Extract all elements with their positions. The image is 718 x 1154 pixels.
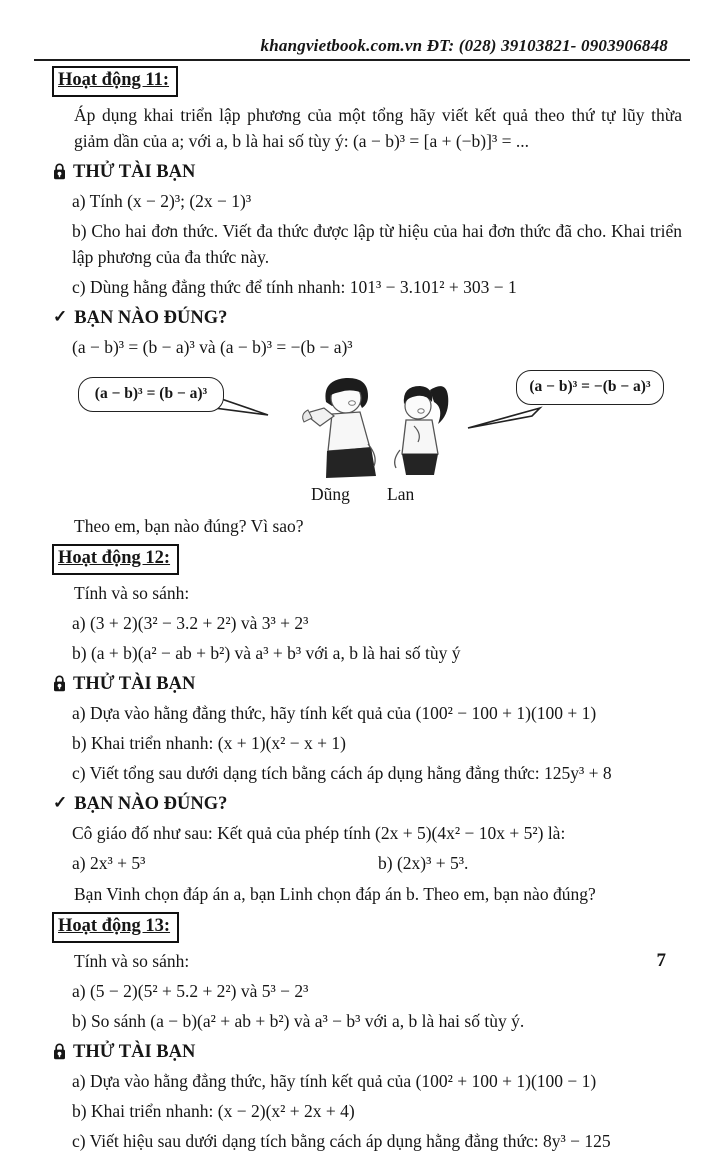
children-illustration	[0, 366, 718, 508]
try-your-skill-heading	[53, 160, 718, 184]
list-item: a) Dựa vào hằng đẳng thức, hãy tính kết quả của (100² + 100 + 1)(100 − 1)	[72, 1071, 597, 1092]
activity-13-intro: Tính và so sánh:	[74, 951, 190, 972]
activity-11-intro: Áp dụng khai triển lập phương của một tổng hãy viết kết quả theo thứ tự lũy thừa giảm dần của a; với a, b là hai số tùy ý: (a − b)³ = [a + (−b)]³ = ...	[74, 105, 682, 152]
boy-name-label: Dũng	[311, 484, 350, 505]
list-item: a) Tính (x − 2)³; (2x − 1)³	[72, 191, 252, 212]
try-your-skill-heading	[53, 672, 718, 696]
lock-icon	[53, 163, 66, 180]
activity-12-intro: Tính và so sánh:	[74, 583, 190, 604]
check-icon: ✓	[53, 793, 68, 813]
try-your-skill-heading	[53, 1040, 718, 1064]
children-drawing	[296, 374, 464, 486]
list-item: a) (3 + 2)(3² − 3.2 + 2²) và 3³ + 2³	[72, 613, 309, 634]
page-header: khangvietbook.com.vn ĐT: (028) 39103821- 0903906848	[260, 36, 668, 55]
option-b: b) (2x)³ + 5³.	[378, 853, 469, 874]
list-item: b) (a + b)(a² − ab + b²) và a³ + b³ với a, b là hai số tùy ý	[72, 643, 461, 664]
who-is-right-label: BẠN NÀO ĐÚNG?	[74, 794, 228, 815]
list-item: b) Cho hai đơn thức. Viết đa thức được lập từ hiệu của hai đơn thức đã cho. Khai triển lập phương của đa thức này.	[72, 221, 682, 268]
who-question: Theo em, bạn nào đúng? Vì sao?	[74, 516, 304, 537]
page-number: 7	[656, 950, 666, 971]
list-item: b) So sánh (a − b)(a² + ab + b²) và a³ − b³ với a, b là hai số tùy ý.	[72, 1011, 525, 1032]
try-your-skill-label: THỬ TÀI BẠN	[73, 674, 196, 695]
activity-12-title: Hoạt động 12:	[52, 544, 179, 575]
lock-icon	[53, 1043, 66, 1060]
list-item: a) (5 − 2)(5² + 5.2 + 2²) và 5³ − 2³	[72, 981, 309, 1002]
who-is-right-label: BẠN NÀO ĐÚNG?	[74, 308, 228, 329]
who-statement: (a − b)³ = (b − a)³ và (a − b)³ = −(b − a)³	[72, 337, 353, 358]
speech-bubble-boy: (a − b)³ = (b − a)³	[78, 377, 224, 412]
try-your-skill-label: THỬ TÀI BẠN	[73, 1042, 196, 1063]
answer-options-row	[72, 850, 682, 876]
list-item: b) Khai triển nhanh: (x + 1)(x² − x + 1)	[72, 733, 346, 754]
activity-11-title: Hoạt động 11:	[52, 66, 178, 97]
speech-bubble-girl: (a − b)³ = −(b − a)³	[516, 370, 664, 405]
check-icon: ✓	[53, 307, 68, 327]
list-item: b) Khai triển nhanh: (x − 2)(x² + 2x + 4)	[72, 1101, 355, 1122]
activity-13-title: Hoạt động 13:	[52, 912, 179, 943]
who-statement: Cô giáo đố như sau: Kết quả của phép tính (2x + 5)(4x² − 10x + 5²) là:	[72, 823, 566, 844]
list-item: c) Dùng hằng đẳng thức để tính nhanh: 101³ − 3.101² + 303 − 1	[72, 277, 517, 298]
option-a: a) 2x³ + 5³	[72, 853, 146, 874]
list-item: a) Dựa vào hằng đẳng thức, hãy tính kết quả của (100² − 100 + 1)(100 + 1)	[72, 703, 597, 724]
list-item: c) Viết hiệu sau dưới dạng tích bằng cách áp dụng hằng đẳng thức: 8y³ − 125	[72, 1131, 611, 1152]
who-is-right-heading	[53, 792, 718, 816]
list-item: c) Viết tổng sau dưới dạng tích bằng cách áp dụng hằng đẳng thức: 125y³ + 8	[72, 763, 612, 784]
try-your-skill-label: THỬ TÀI BẠN	[73, 162, 196, 183]
who-is-right-heading	[53, 306, 718, 330]
lock-icon	[53, 675, 66, 692]
who-question: Bạn Vinh chọn đáp án a, bạn Linh chọn đáp án b. Theo em, bạn nào đúng?	[74, 884, 596, 905]
girl-name-label: Lan	[387, 484, 415, 505]
